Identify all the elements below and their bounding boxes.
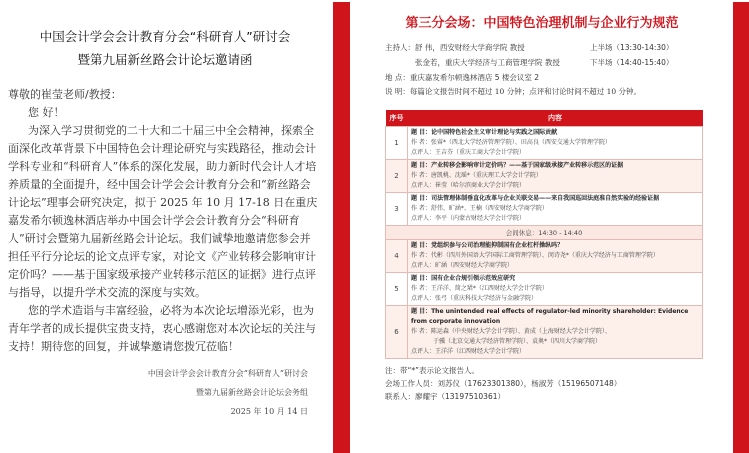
paper-authors: 作 者：张睿*（西北大学经济管理学院）、田高良（西安交通大学管理学院） — [411, 138, 611, 146]
host: 舒 伟，西安财经大学商学院 教授 — [415, 43, 525, 52]
paper-title: 题 目：党组织参与公司治理能抑制国有企业杠杆操纵吗？ — [411, 241, 564, 249]
session-title: 第三分会场：中国特色治理机制与企业行为规范 — [405, 16, 679, 31]
paper-authors: 作 者：王洋洋、简之珺*（江西财经大学会计学院） — [411, 284, 548, 292]
table-row — [386, 305, 703, 358]
note: 注：带“*”表示论文报告人。 — [385, 365, 480, 375]
venue: 地 点：重庆嘉发希尔顿逸林酒店 5 楼会议室 2 — [385, 73, 540, 82]
paper-title: 题 目：国有企业合规引领示范效应研究 — [411, 274, 516, 282]
signature-date: 2025 年 10 月 14 日 — [230, 407, 308, 416]
break-time: 会间休息：14:30 - 14:40 — [386, 225, 703, 239]
greeting: 您 好！ — [28, 106, 65, 119]
row-number: 3 — [386, 192, 408, 225]
host: 张金若，重庆大学经济与工商管理学院 教授 — [415, 58, 560, 67]
host-label: 主持人： — [385, 43, 415, 52]
paper-reviewer: 点评人：张弓（重庆科技大学经济与金融学院） — [411, 294, 538, 302]
paper-reviewer: 点评人：王洋洋（江西财经大学会计学院） — [411, 347, 526, 355]
session-schedule — [352, 0, 732, 453]
paper-title: 题 目：论中国特色社会主义审计理论与实践之国际贡献 — [411, 128, 558, 136]
invitation-letter — [0, 0, 330, 453]
row-number: 1 — [386, 126, 408, 159]
red-side-band — [733, 2, 749, 453]
session-time: 下半场（14:40-15:40） — [590, 58, 674, 67]
row-number: 5 — [386, 272, 408, 305]
table-row — [386, 192, 703, 225]
row-number: 4 — [386, 239, 408, 272]
paper-title: 题 目：产业转移会影响审计定价吗？——基于国家级承接产业转移示范区的证据 — [411, 161, 624, 169]
paragraph: 为深入学习贯彻党的二十大和二十届三中全会精神，探索全面深化改革背景下中国特色会计理论研究与实践路径，推动会计学科专业和“科研育人”体系的深化发展，助力新时代会计人才培养质量的全面提升，经中国会计学会会计教育分会和“新丝路会计论坛”理事会研究决定，拟于 2025 年 10 月 17-18 日在重庆嘉发希尔顿逸林酒店举办中国会计学会会计教育分会“科研育人”研讨会暨第九届新丝路会计论坛。我们诚挚地邀请您参会并担任平行分论坛的论文点评专家，对论文《产业转移会影响审计定价吗？——基于国家级承接产业转移示范区的证据》进行点评与指导，以提升学术交流的深度与实效。 — [8, 124, 318, 299]
schedule-content — [385, 110, 703, 403]
paper-authors: 作 者：代彬（四川外国语大学国际工商管理学院）、闵诗尧*（重庆大学经济与工商管理学院） — [411, 251, 659, 259]
letter-title: 中国会计学会会计教育分会“科研育人”研讨会 — [39, 29, 291, 44]
paper-authors: 作 者：陈运森（中央财经大学会计学院）、黄成（上海财经大学会计学院）、 — [411, 327, 611, 335]
row-number: 2 — [386, 159, 408, 192]
table-row — [386, 239, 703, 272]
signature-org: 中国会计学会会计教育分会“科研育人”研讨会 — [147, 369, 308, 378]
row-number: 6 — [386, 305, 408, 358]
paragraph: 您的学术造诣与丰富经验，必将为本次论坛增添光彩，也为青年学者的成长提供宝贵支持，衷心感谢您对本次论坛的关注与支持！期待您的回复，并诚挚邀请您拨冗莅临！ — [8, 304, 316, 353]
staff: 会场工作人员：刘苏仪（17623301380），杨淑芳（15196507148） — [385, 378, 622, 388]
schedule-table — [385, 110, 703, 359]
notes — [385, 364, 703, 403]
paper-title: 题 目：The unintended real effects of regulator-led minority shareholder: Evidence from corporate innovation — [411, 307, 689, 325]
paper-reviewer: 点评人：李平（内蒙古财经大学会计学院） — [411, 214, 526, 222]
contact: 联系人：廖耀宇（13197510361） — [385, 391, 505, 401]
salutation: 尊敬的崔莹老师/教授： — [8, 88, 122, 101]
paper-reviewer: 点评人：崔莹（哈尔滨商业大学会计学院） — [411, 181, 526, 189]
paper-authors: 作 者：唐凯桃、沈瑶*（重庆理工大学会计学院） — [411, 171, 542, 179]
paper-title: 题 目：司法管理体制垂直化改革与企业关联交易——来自我国巡回法庭准自然实验的经验证据 — [411, 194, 660, 202]
paper-authors: 于骥（北京交通大学经济管理学院）、袁奥*（四川大学商学院） — [433, 337, 602, 345]
letter-body — [8, 86, 320, 418]
red-side-band — [333, 2, 350, 453]
table-row — [386, 126, 703, 159]
header-number: 序号 — [386, 110, 408, 126]
letter-subtitle: 暨第九届新丝路会计论坛邀请函 — [77, 52, 253, 67]
table-row — [386, 159, 703, 192]
description: 说 明：每篇论文报告时间不超过 10 分钟；点评和讨论时间不超过 10 分钟。 — [385, 87, 642, 96]
break-row — [386, 225, 703, 239]
session-time: 上半场（13:30-14:30） — [590, 43, 674, 52]
table-row — [386, 272, 703, 305]
header-content: 内容 — [408, 110, 703, 126]
paper-authors: 作 者：舒伟、旷涵*、王楠（西安财经大学商学院） — [411, 204, 548, 212]
paper-reviewer: 点评人：旷涵（西安财经大学商学院） — [411, 261, 514, 269]
paper-reviewer: 点评人：王吉芬（重庆工商大学会计学院） — [411, 148, 526, 156]
signature-group: 暨第九届新丝路会计论坛会务组 — [196, 388, 308, 397]
